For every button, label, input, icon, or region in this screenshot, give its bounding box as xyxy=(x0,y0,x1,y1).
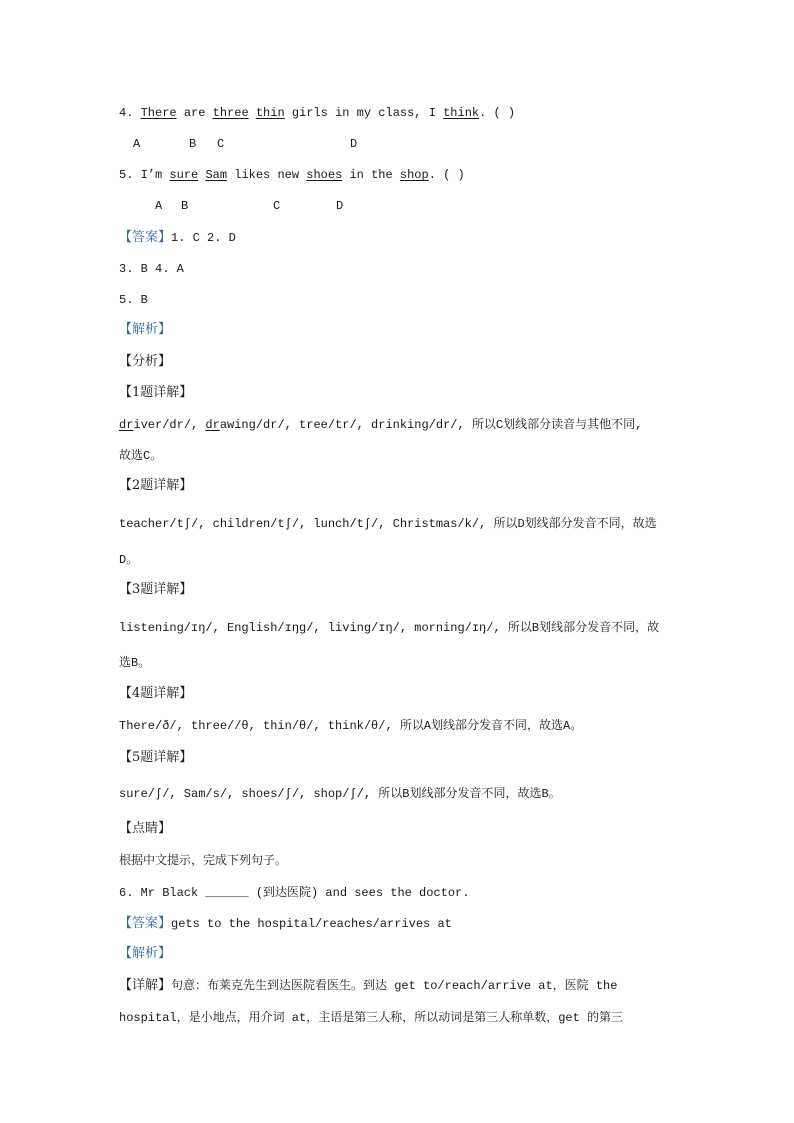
question-number: 5. xyxy=(119,168,141,182)
detail-1-line-1 xyxy=(119,417,642,433)
option-label: C xyxy=(217,137,225,151)
answer-tag: 【答案】 xyxy=(119,916,172,931)
option-label: C xyxy=(273,199,281,213)
detail-5-heading: 【5题详解】 xyxy=(119,750,193,765)
answer-6 xyxy=(119,916,452,932)
detail-1-heading: 【1题详解】 xyxy=(119,385,193,400)
underlined-word: sure xyxy=(169,168,199,182)
detail-2-heading: 【2题详解】 xyxy=(119,478,193,493)
text: in the xyxy=(342,168,400,182)
detail-text: 句意：布莱克先生到达医院看医生。到达 get to/reach/arrive at，医院 the xyxy=(171,979,618,993)
detail-5-line-1: sure/ʃ/, Sam/s/, shoes/ʃ/, shop/ʃ/, 所以B划线部分发音不同，故选B。 xyxy=(119,787,561,801)
detail-6-line-2: hospital，是小地点，用介词 at，主语是第三人称，所以动词是第三人称单数，get 的第三 xyxy=(119,1011,624,1025)
underlined-word: dr xyxy=(119,418,134,432)
detail-3-line-1: listening/ɪŋ/, English/ɪŋg/, living/ɪŋ/, morning/ɪŋ/, 所以B划线部分发音不同，故 xyxy=(119,621,660,635)
answer-line-3: 5. B xyxy=(119,293,148,307)
option-label: D xyxy=(336,199,344,213)
detail-3-line-2: 选B。 xyxy=(119,656,151,670)
detail-4-line-1: There/ð/, three//θ, thin/θ/, think/θ/, 所以A划线部分发音不同，故选A。 xyxy=(119,719,583,733)
answer-text: 1. C 2. D xyxy=(171,231,236,245)
underlined-word: dr xyxy=(205,418,220,432)
dianjing-heading: 【点睛】 xyxy=(119,821,172,836)
text: . ( ) xyxy=(428,168,465,182)
detail-4-heading: 【4题详解】 xyxy=(119,686,193,701)
detail-1-line-2: 故选C。 xyxy=(119,449,163,463)
detail-2-line-2: D。 xyxy=(119,553,139,567)
option-label: B xyxy=(181,199,189,213)
answer-line xyxy=(119,230,236,246)
text: are xyxy=(176,106,213,120)
analysis-6-tag: 【解析】 xyxy=(119,946,172,961)
answer-tag: 【答案】 xyxy=(119,230,172,245)
text: girls in my class, I xyxy=(284,106,444,120)
answer-text: gets to the hospital/reaches/arrives at xyxy=(171,917,452,931)
text: iver/dr/, xyxy=(133,418,206,432)
underlined-word: shop xyxy=(399,168,429,182)
text: likes new xyxy=(227,168,307,182)
question-6: 6. Mr Black ______ (到达医院) and sees the doctor. xyxy=(119,886,470,900)
detail-tag: 【详解】 xyxy=(119,978,172,993)
analysis-tag: 【解析】 xyxy=(119,322,172,337)
option-label: B xyxy=(189,137,197,151)
option-label: A xyxy=(133,137,141,151)
answer-line-2: 3. B 4. A xyxy=(119,262,184,276)
detail-3-heading: 【3题详解】 xyxy=(119,582,193,597)
question-number: 4. xyxy=(119,106,141,120)
text: . ( ) xyxy=(479,106,516,120)
detail-2-line-1: teacher/tʃ/, children/tʃ/, lunch/tʃ/, Christmas/k/, 所以D划线部分发音不同，故选 xyxy=(119,517,657,531)
underlined-word: shoes xyxy=(306,168,343,182)
text: awing/dr/, tree/tr/, drinking/dr/, 所以C划线部分读音与其他不同, xyxy=(219,418,643,432)
fenxi-heading: 【分析】 xyxy=(119,354,172,369)
option-label: A xyxy=(155,199,163,213)
instruction-text: 根据中文提示，完成下列句子。 xyxy=(119,854,288,868)
underlined-word: thin xyxy=(255,106,285,120)
underlined-word: Sam xyxy=(205,168,228,182)
detail-6-line-1 xyxy=(119,978,617,994)
underlined-word: three xyxy=(212,106,249,120)
question-4 xyxy=(119,105,515,121)
text xyxy=(249,106,256,120)
underlined-word: think xyxy=(443,106,480,120)
underlined-word: There xyxy=(140,106,177,120)
question-5 xyxy=(119,167,465,183)
text: I’m xyxy=(140,168,170,182)
option-label: D xyxy=(350,137,358,151)
